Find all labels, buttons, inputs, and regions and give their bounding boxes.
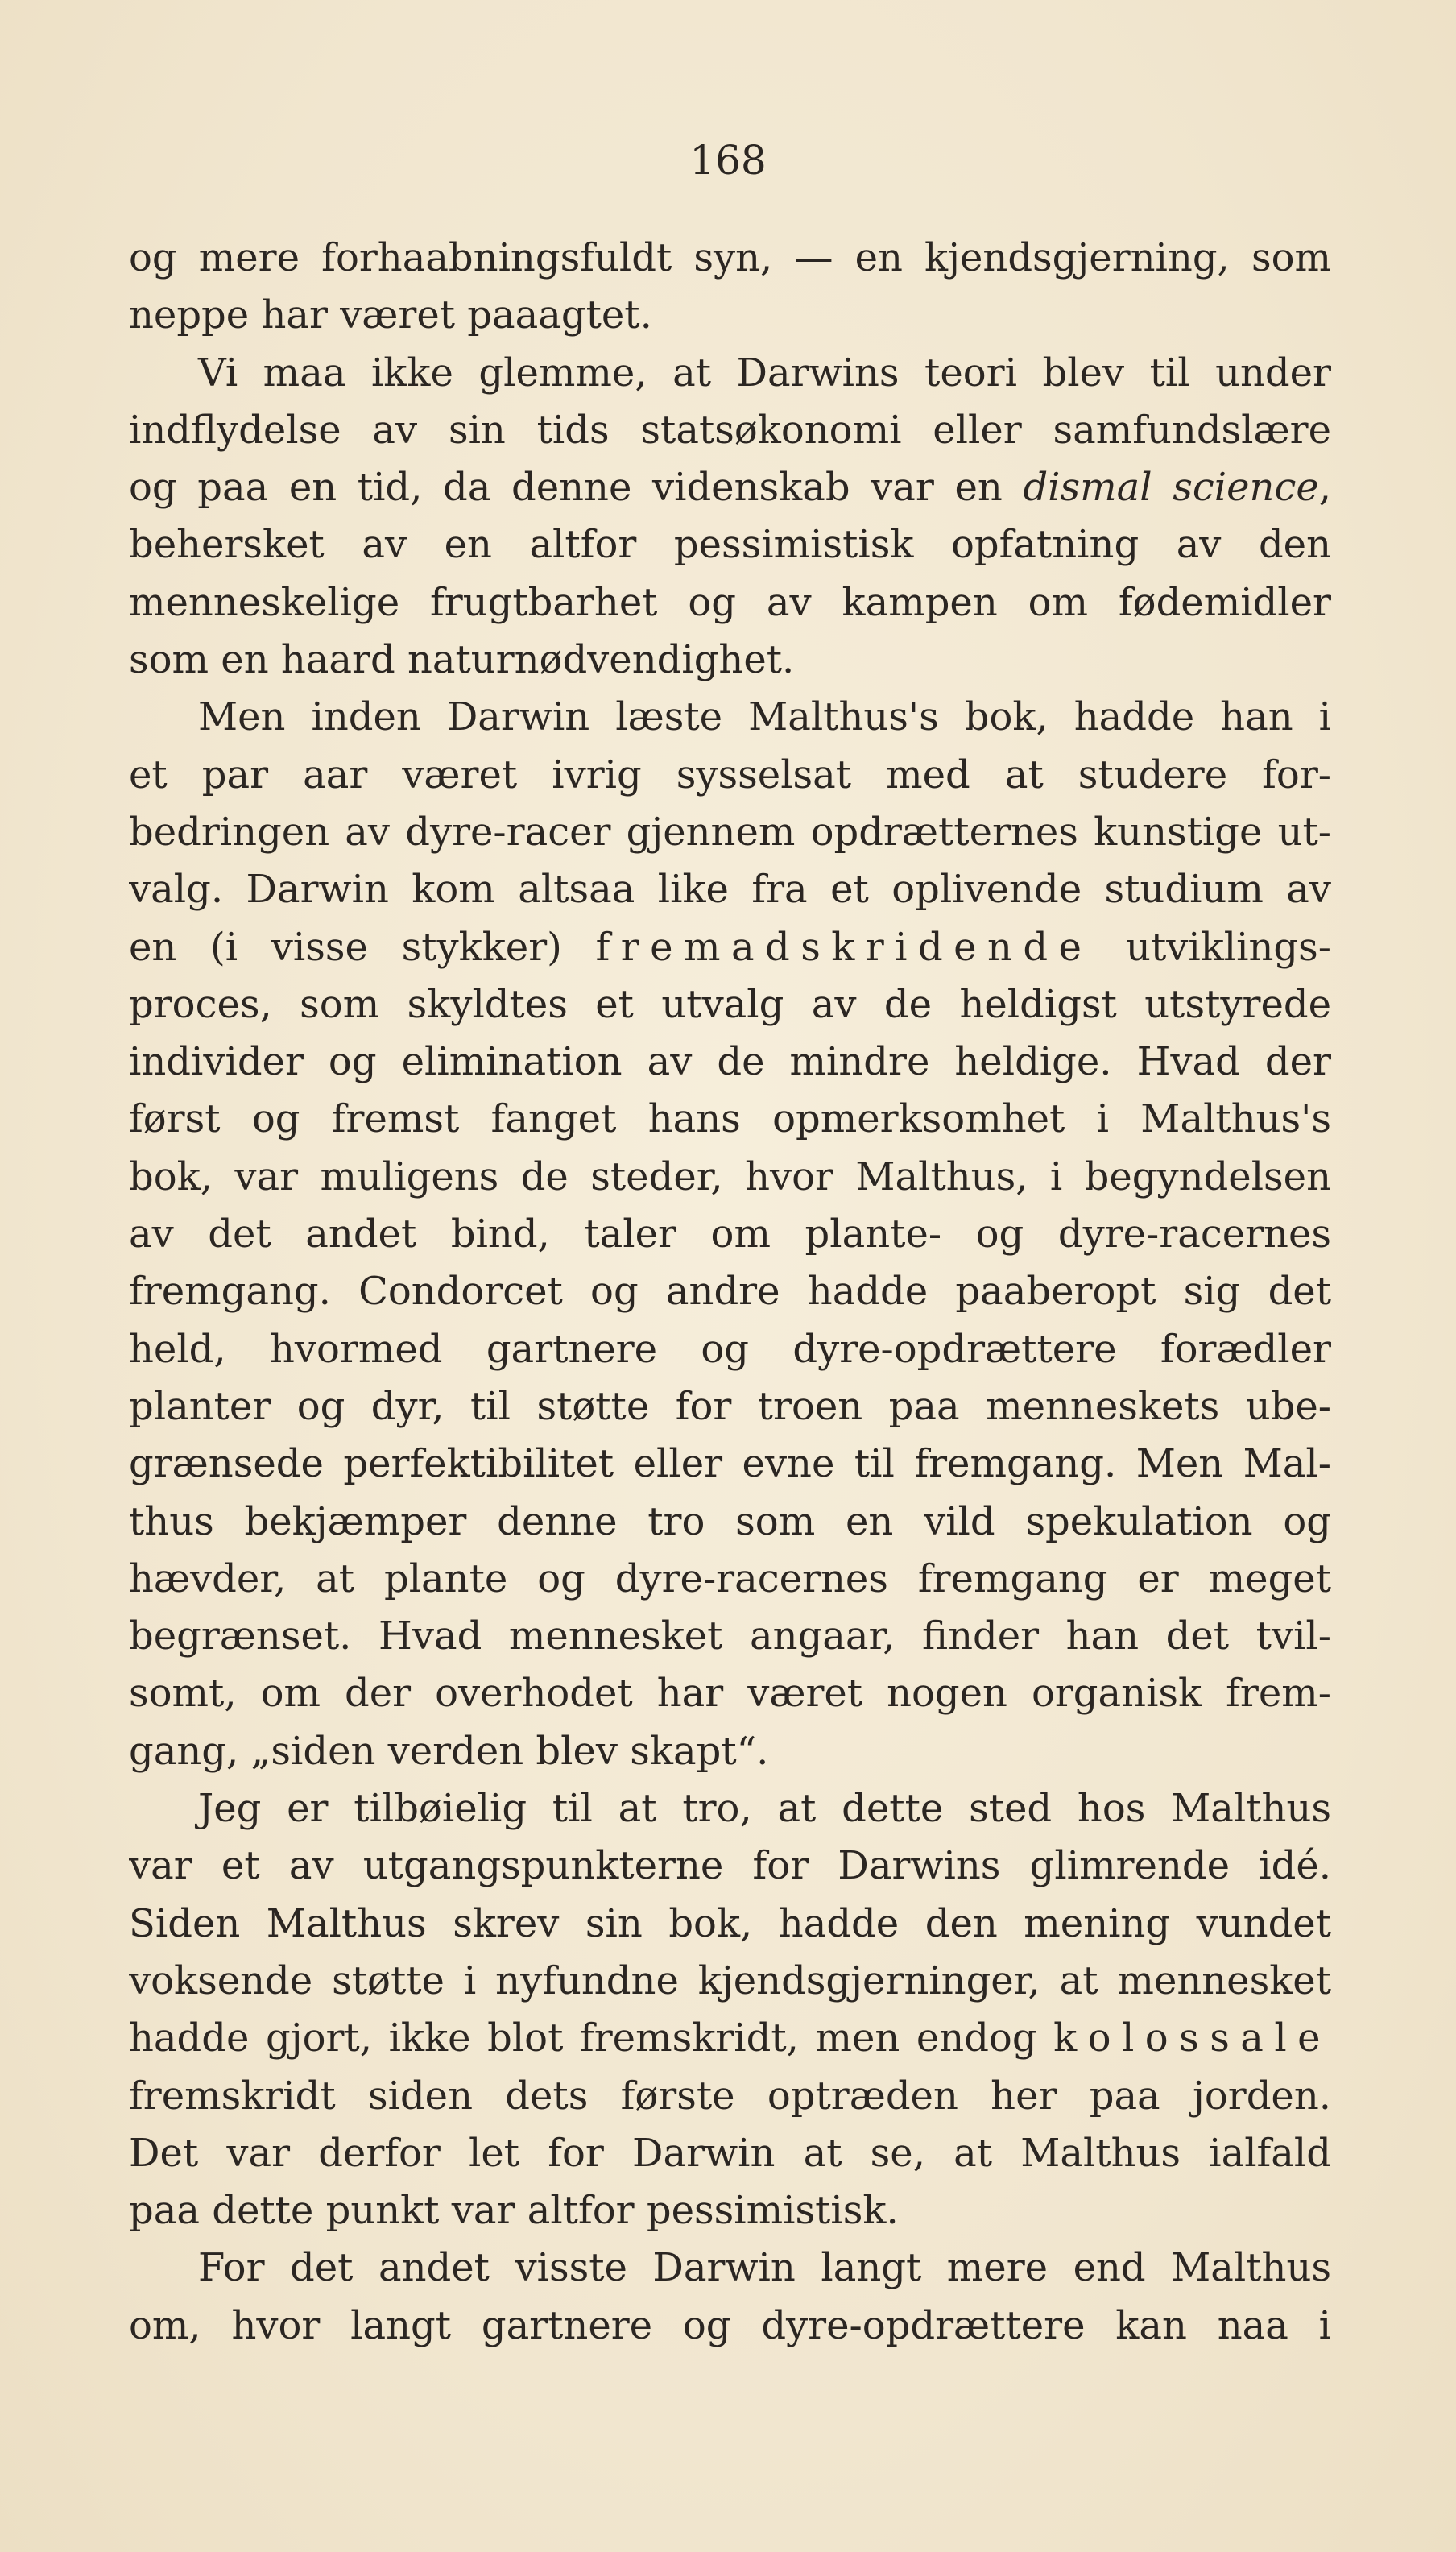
text-line: fremskridt siden dets første optræden her paa jorden. xyxy=(129,2073,1331,2119)
text-line: individer og elimination av de mindre heldige. Hvad der xyxy=(129,1039,1331,1085)
text-line: var et av utgangspunkterne for Darwins glimrende idé. xyxy=(129,1843,1331,1889)
paragraph-start-line: Vi maa ikke glemme, at Darwins teori blev til under xyxy=(198,350,1331,396)
italic-phrase: dismal science xyxy=(1023,465,1319,511)
text-line: proces, som skyldtes et utvalg av de heldigst utstyrede xyxy=(129,981,1331,1027)
text-line: grænsede perfektibilitet eller evne til fremgang. Men Mal- xyxy=(129,1441,1331,1487)
text-line: paa dette punkt var altfor pessimistisk. xyxy=(129,2188,899,2234)
text-line: behersket av en altfor pessimistisk opfatning av den xyxy=(129,522,1331,568)
text-line: neppe har været paaagtet. xyxy=(129,292,652,338)
text-line: somt, om der overhodet har været nogen organisk frem- xyxy=(129,1671,1331,1717)
spaced-emphasis: kolossale xyxy=(1053,2016,1331,2061)
text-line: bedringen av dyre-racer gjennem opdrætternes kunstige ut- xyxy=(129,809,1331,855)
text-line: voksende støtte i nyfundne kjendsgjerninger, at mennesket xyxy=(129,1958,1331,2003)
text-line: av det andet bind, taler om plante- og dyre-racernes xyxy=(129,1212,1331,1257)
text-line: menneskelige frugtbarhet og av kampen om fødemidler xyxy=(129,579,1331,625)
text-line: valg. Darwin kom altsaa like fra et oplivende studium av xyxy=(129,867,1331,913)
text-line: et par aar været ivrig sysselsat med at studere for- xyxy=(129,752,1331,798)
spaced-emphasis: fremadskridende xyxy=(595,924,1093,970)
text-line: først og fremst fanget hans opmerksomhet i Malthus's xyxy=(129,1096,1331,1142)
text-line: held, hvormed gartnere og dyre-opdrættere forædler xyxy=(129,1326,1331,1372)
text-line: om, hvor langt gartnere og dyre-opdrættere kan naa i xyxy=(129,2302,1331,2348)
text-line: og mere forhaabningsfuldt syn, — en kjendsgjerning, som xyxy=(129,235,1331,280)
text-line: Siden Malthus skrev sin bok, hadde den mening vundet xyxy=(129,1900,1331,1946)
text-line: som en haard naturnødvendighet. xyxy=(129,637,795,683)
paragraph-start-line: Jeg er tilbøielig til at tro, at dette sted hos Malthus xyxy=(198,1786,1331,1832)
text-line: bok, var muligens de steder, hvor Malthus, i begyndelsen xyxy=(129,1154,1331,1199)
paragraph-start-line: Men inden Darwin læste Malthus's bok, hadde han i xyxy=(198,694,1331,740)
text-line: gang, „siden verden blev skapt“. xyxy=(129,1728,769,1774)
text-line: hævder, at plante og dyre-racernes fremgang er meget xyxy=(129,1556,1331,1601)
text-line: en (i visse stykker) fremadskridende utviklings- xyxy=(129,924,1331,970)
text-line: og paa en tid, da denne videnskab var en dismal science, xyxy=(129,465,1331,511)
text-line: Det var derfor let for Darwin at se, at Malthus ialfald xyxy=(129,2130,1331,2176)
text-line: hadde gjort, ikke blot fremskridt, men endog kolossale xyxy=(129,2016,1331,2061)
body-text xyxy=(129,230,1331,2355)
paragraph-start-line: For det andet visste Darwin langt mere end Malthus xyxy=(198,2245,1331,2291)
text-line: begrænset. Hvad mennesket angaar, finder han det tvil- xyxy=(129,1614,1331,1659)
page-number: 168 xyxy=(689,137,767,184)
text-line: fremgang. Condorcet og andre hadde paaberopt sig det xyxy=(129,1269,1331,1315)
text-line: planter og dyr, til støtte for troen paa menneskets ube- xyxy=(129,1383,1331,1429)
text-line: thus bekjæmper denne tro som en vild spekulation og xyxy=(129,1498,1331,1544)
text-line: indflydelse av sin tids statsøkonomi eller samfundslære xyxy=(129,407,1331,453)
